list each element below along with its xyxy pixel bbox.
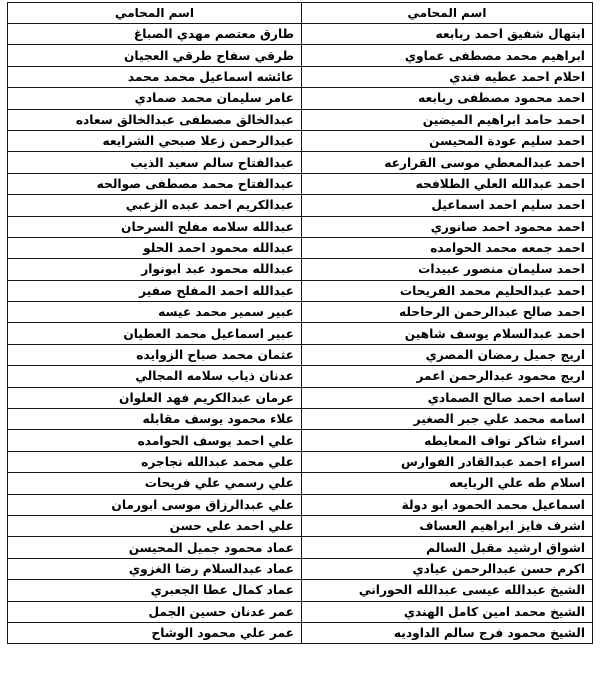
- table-row: [8, 237, 593, 258]
- lawyer-name-cell-left: عماد محمود جميل المحيسن: [8, 537, 302, 558]
- lawyer-name-cell-right: احمد عبدالمعطي موسى القرارعه: [302, 152, 593, 173]
- table-row: [8, 430, 593, 451]
- table-row: [8, 152, 593, 173]
- table-row: [8, 195, 593, 216]
- table-row: [8, 580, 593, 601]
- lawyer-name-cell-left: علاء محمود يوسف مقابله: [8, 409, 302, 430]
- lawyer-name-cell-left: علي احمد علي حسن: [8, 515, 302, 536]
- lawyer-name-cell-right: اسماعيل محمد الحمود ابو دولة: [302, 494, 593, 515]
- lawyer-name-cell-left: عماد كمال عطا الجعبري: [8, 580, 302, 601]
- lawyer-name-cell-left: عبير سمير محمد عيسه: [8, 302, 302, 323]
- lawyer-name-cell-right: ابراهيم محمد مصطفى عماوي: [302, 45, 593, 66]
- lawyer-name-cell-right: احمد جمعه محمد الحوامده: [302, 237, 593, 258]
- lawyer-name-cell-right: احمد سليم احمد اسماعيل: [302, 195, 593, 216]
- table-row: [8, 494, 593, 515]
- table-row: [8, 280, 593, 301]
- lawyer-name-cell-left: عرمان عبدالكريم فهد العلوان: [8, 387, 302, 408]
- lawyer-name-cell-left: طارق معتصم مهدي الصباغ: [8, 24, 302, 45]
- lawyer-name-cell-right: احمد حامد ابراهيم الميضين: [302, 109, 593, 130]
- lawyer-name-cell-left: عبدالله سلامه مفلح السرحان: [8, 216, 302, 237]
- lawyer-name-cell-right: اشواق ارشيد مقبل السالم: [302, 537, 593, 558]
- lawyer-name-cell-right: ابتهال شفيق احمد ربابعه: [302, 24, 593, 45]
- lawyer-name-cell-left: عبدالله محمود احمد الحلو: [8, 237, 302, 258]
- table-row: [8, 473, 593, 494]
- table-row: [8, 173, 593, 194]
- lawyers-sheet: [7, 2, 592, 644]
- lawyer-name-cell-right: اسلام طه علي الربايعه: [302, 473, 593, 494]
- lawyer-name-cell-right: اسامه محمد علي جبر الصغير: [302, 409, 593, 430]
- lawyer-name-cell-right: احمد عبدالله العلي الطلافحه: [302, 173, 593, 194]
- table-row: [8, 409, 593, 430]
- table-row: [8, 601, 593, 622]
- lawyer-name-cell-left: علي محمد عبدالله نجاجره: [8, 451, 302, 472]
- column-header-left: اسم المحامي: [8, 3, 302, 24]
- lawyer-name-cell-left: علي احمد يوسف الحوامده: [8, 430, 302, 451]
- lawyer-name-cell-left: عبدالله محمود عبد ابونوار: [8, 259, 302, 280]
- lawyer-name-cell-right: احمد عبدالحليم محمد الفريحات: [302, 280, 593, 301]
- lawyer-name-cell-left: عمر علي محمود الوشاح: [8, 622, 302, 643]
- table-row: [8, 302, 593, 323]
- table-row: [8, 515, 593, 536]
- lawyer-name-cell-right: اريج جميل رمضان المصري: [302, 344, 593, 365]
- table-row: [8, 537, 593, 558]
- table-row: [8, 558, 593, 579]
- lawyer-name-cell-right: اسامه احمد صالح الصمادي: [302, 387, 593, 408]
- lawyer-name-cell-left: عماد عبدالسلام رضا الغزوي: [8, 558, 302, 579]
- column-header-right: اسم المحامي: [302, 3, 593, 24]
- table-row: [8, 366, 593, 387]
- table-body: [8, 24, 593, 644]
- table-row: [8, 451, 593, 472]
- lawyers-table: [7, 2, 593, 644]
- lawyer-name-cell-right: الشيخ محمد امين كامل الهندي: [302, 601, 593, 622]
- table-row: [8, 622, 593, 643]
- lawyer-name-cell-right: احمد سليم عودة المحيسن: [302, 130, 593, 151]
- lawyer-name-cell-left: عبير اسماعيل محمد العطيان: [8, 323, 302, 344]
- lawyer-name-cell-right: احلام احمد عطيه فندي: [302, 66, 593, 87]
- lawyer-name-cell-right: اريج محمود عبدالرحمن اعمر: [302, 366, 593, 387]
- lawyer-name-cell-left: عامر سليمان محمد صمادي: [8, 88, 302, 109]
- lawyer-name-cell-right: احمد محمود احمد صانوري: [302, 216, 593, 237]
- table-row: [8, 344, 593, 365]
- lawyer-name-cell-left: عبدالفتاح محمد مصطفى صوالحه: [8, 173, 302, 194]
- lawyer-name-cell-right: اشرف فايز ابراهيم العساف: [302, 515, 593, 536]
- lawyer-name-cell-left: عائشه اسماعيل محمد محمد: [8, 66, 302, 87]
- lawyer-name-cell-left: عثمان محمد صباح الزوايده: [8, 344, 302, 365]
- lawyer-name-cell-left: علي رسمي علي فريحات: [8, 473, 302, 494]
- lawyer-name-cell-right: احمد سليمان منصور عبيدات: [302, 259, 593, 280]
- lawyer-name-cell-right: احمد محمود مصطفى ربابعه: [302, 88, 593, 109]
- table-row: [8, 130, 593, 151]
- lawyer-name-cell-right: الشيخ محمود فرج سالم الداوديه: [302, 622, 593, 643]
- lawyer-name-cell-right: احمد عبدالسلام يوسف شاهين: [302, 323, 593, 344]
- lawyer-name-cell-right: الشيخ عبدالله عيسى عبدالله الحوراني: [302, 580, 593, 601]
- lawyer-name-cell-left: علي عبدالرزاق موسى ابورمان: [8, 494, 302, 515]
- table-row: [8, 259, 593, 280]
- table-row: [8, 216, 593, 237]
- lawyer-name-cell-left: عبدالله احمد المفلح صفير: [8, 280, 302, 301]
- lawyer-name-cell-right: احمد صالح عبدالرحمن الرحاحله: [302, 302, 593, 323]
- table-row: [8, 45, 593, 66]
- table-row: [8, 109, 593, 130]
- header-row: [8, 3, 593, 24]
- table-row: [8, 24, 593, 45]
- lawyer-name-cell-left: عمر عدنان حسين الجمل: [8, 601, 302, 622]
- lawyer-name-cell-left: طرقي سفاح طرقي العجيان: [8, 45, 302, 66]
- table-row: [8, 323, 593, 344]
- lawyer-name-cell-right: اكرم حسن عبدالرحمن عيادي: [302, 558, 593, 579]
- lawyer-name-cell-left: عدنان ذياب سلامه المجالي: [8, 366, 302, 387]
- lawyer-name-cell-right: اسراء احمد عبدالقادر الفوارس: [302, 451, 593, 472]
- lawyer-name-cell-left: عبدالكريم احمد عبده الزعبي: [8, 195, 302, 216]
- lawyer-name-cell-right: اسراء شاكر نواف المعايطه: [302, 430, 593, 451]
- table-row: [8, 387, 593, 408]
- table-row: [8, 66, 593, 87]
- lawyer-name-cell-left: عبدالخالق مصطفى عبدالخالق سعاده: [8, 109, 302, 130]
- lawyer-name-cell-left: عبدالرحمن زعلا صبحي الشرايعه: [8, 130, 302, 151]
- lawyer-name-cell-left: عبدالفتاح سالم سعيد الذيب: [8, 152, 302, 173]
- table-row: [8, 88, 593, 109]
